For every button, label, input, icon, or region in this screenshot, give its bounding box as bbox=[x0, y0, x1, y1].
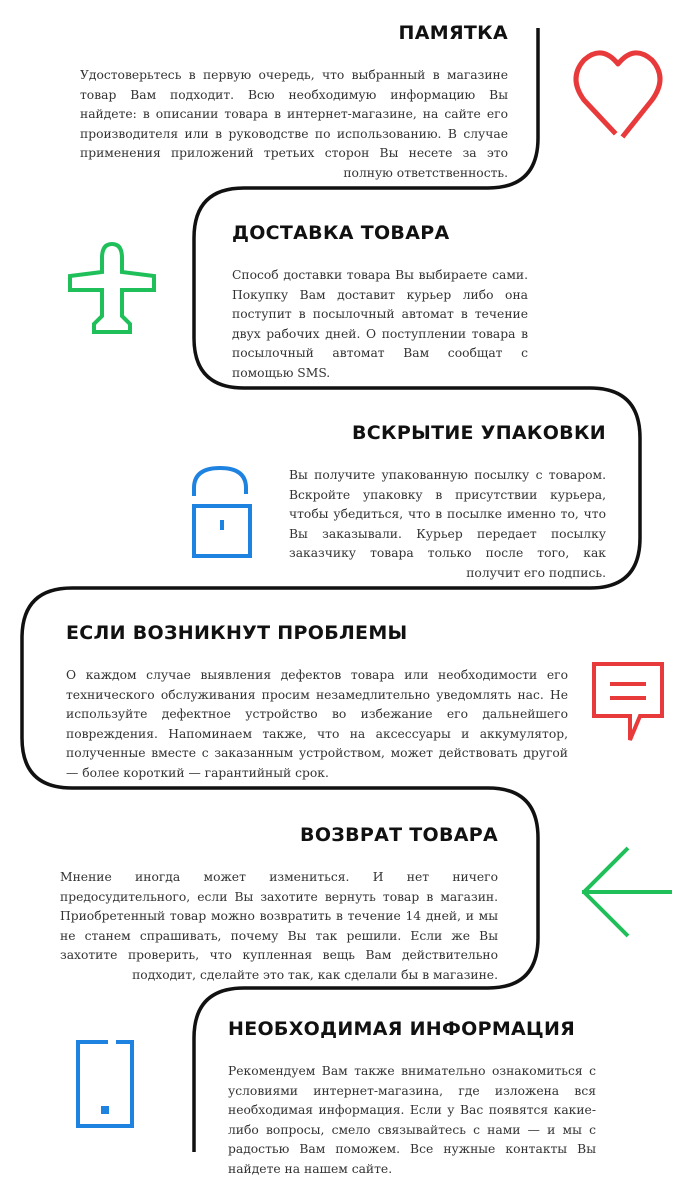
section-return bbox=[60, 824, 498, 986]
section-title: ПАМЯТКА bbox=[398, 22, 508, 44]
phone-icon bbox=[70, 1036, 140, 1136]
section-text: Удостоверьтесь в первую очередь, что выбранный в магазине товар Вам подходит. Всю необходимую информацию Вы найдете: в описании товара в интернет-магазине, на сайте его производителя или в руководстве по использованию. В случае применения приложений третьих сторон Вы несете за это полную ответственность. bbox=[80, 68, 508, 180]
section-title: ВОЗВРАТ ТОВАРА bbox=[300, 824, 498, 846]
section-info bbox=[228, 1018, 596, 1180]
section-title: НЕОБХОДИМАЯ ИНФОРМАЦИЯ bbox=[228, 1018, 576, 1040]
section-text: Рекомендуем Вам также внимательно ознакомиться с условиями интернет-магазина, где изложена вся необходимая информация. Если у Вас появятся какие-либо вопросы, смело связывайтесь с нами — и мы с радостью Вам поможем. Все нужные контакты Вы найдете на нашем сайте. bbox=[228, 1064, 596, 1176]
airplane-icon bbox=[62, 240, 162, 340]
arrow-left-icon bbox=[576, 842, 676, 942]
section-problems bbox=[66, 622, 568, 784]
section-text: О каждом случае выявления дефектов товара или необходимости его технического обслуживания просим незамедлительно уведомлять нас. Не используйте дефектное устройство во избежание его дальнейшего повреждения. Напоминаем также, что на аксессуары и аккумулятор, полученные вместе с заказанным устройством, может действовать другой — более короткий — гарантийный срок. bbox=[66, 668, 568, 780]
section-unpacking bbox=[289, 422, 606, 584]
section-title: ДОСТАВКА ТОВАРА bbox=[232, 222, 450, 244]
section-text: Мнение иногда может измениться. И нет ничего предосудительного, если Вы захотите вернуть товар в магазин. Приобретенный товар можно возвратить в течение 14 дней, и мы не станем спрашивать, почему Вы так решили. Если же Вы захотите проверить, что купленная вещь Вам действительно подходит, сделайте это так, как сделали бы в магазине. bbox=[60, 870, 498, 982]
section-reminder bbox=[80, 22, 508, 184]
section-text: Вы получите упакованную посылку с товаром. Вскройте упаковку в присутствии курьера, чтобы убедиться, что в посылке именно то, что Вы заказывали. Курьер передает посылку заказчику товара только после того, как получит его подпись. bbox=[289, 468, 606, 580]
section-text: Способ доставки товара Вы выбираете сами. Покупку Вам доставит курьер либо она поступит в посылочный автомат в течение двух рабочих дней. О поступлении товара в посылочный автомат Вам сообщат с помощью SMS. bbox=[232, 268, 528, 380]
heart-icon bbox=[568, 40, 668, 140]
chat-bubble-icon bbox=[590, 660, 670, 750]
unlocked-padlock-icon bbox=[188, 462, 258, 562]
section-title: ЕСЛИ ВОЗНИКНУТ ПРОБЛЕМЫ bbox=[66, 622, 408, 644]
section-delivery bbox=[232, 222, 528, 384]
section-title: ВСКРЫТИЕ УПАКОВКИ bbox=[352, 422, 606, 444]
